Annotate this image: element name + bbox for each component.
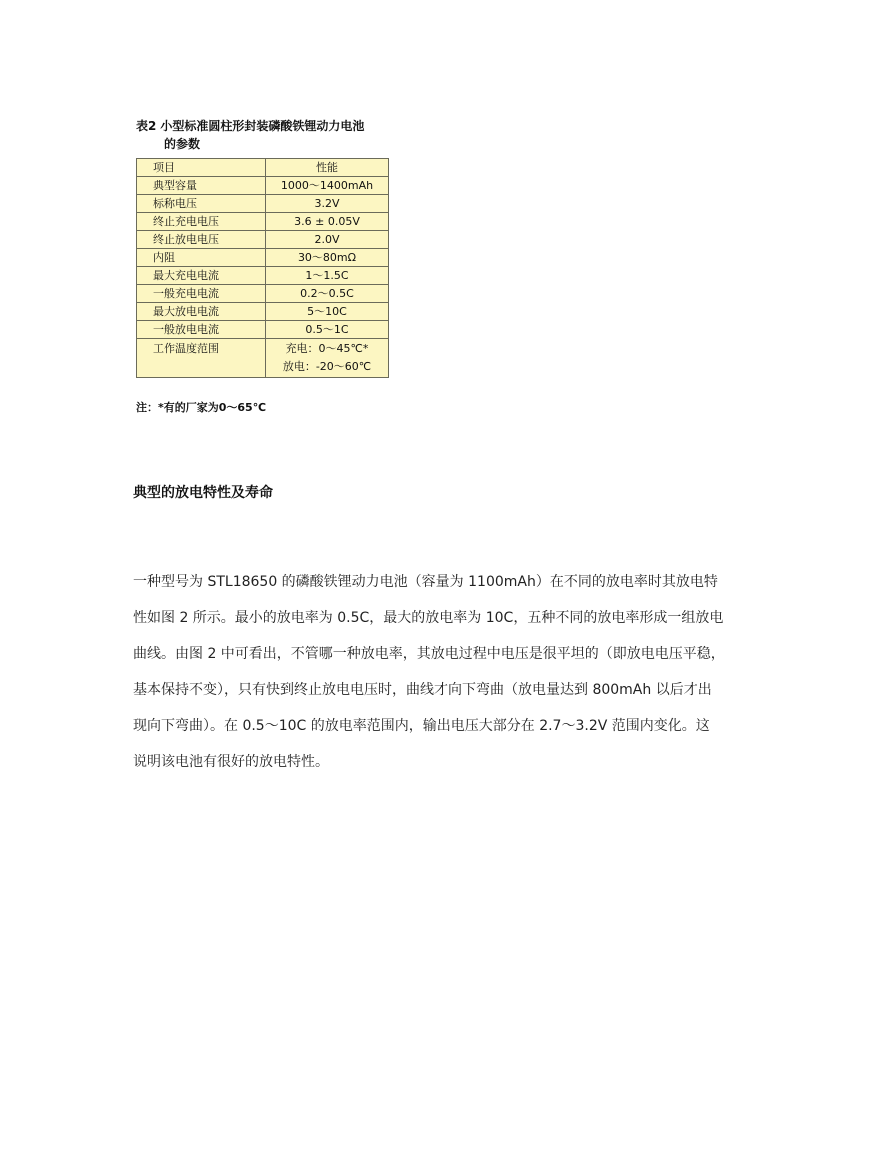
section-heading: 典型的放电特性及寿命 [133, 485, 273, 501]
row-value: 0.2～0.5C [266, 285, 389, 303]
table-row [137, 267, 389, 285]
row-item: 一般充电电流 [137, 285, 266, 303]
table-caption [136, 117, 406, 153]
row-value: 3.2V [266, 195, 389, 213]
parameter-table [136, 158, 389, 378]
row-item: 最大充电电流 [137, 267, 266, 285]
table-row [137, 213, 389, 231]
table-row-temperature [137, 339, 389, 378]
row-value: 1000～1400mAh [266, 177, 389, 195]
table-row [137, 177, 389, 195]
paragraph-line: 现向下弯曲）。在 0.5～10C 的放电率范围内，输出电压大部分在 2.7～3.2V 范围内变化。这 [133, 718, 710, 734]
header-value: 性能 [266, 159, 389, 177]
row-item: 典型容量 [137, 177, 266, 195]
row-item: 标称电压 [137, 195, 266, 213]
paragraph-line: 一种型号为 STL18650 的磷酸铁锂动力电池（容量为 1100mAh）在不同的放电率时其放电特 [133, 574, 718, 590]
row-value: 2.0V [266, 231, 389, 249]
paragraph-line: 性如图 2 所示。最小的放电率为 0.5C，最大的放电率为 10C，五种不同的放电率形成一组放电 [133, 610, 724, 626]
table-row [137, 231, 389, 249]
table-row [137, 321, 389, 339]
row-value: 1～1.5C [266, 267, 389, 285]
table-row [137, 195, 389, 213]
table-row [137, 285, 389, 303]
row-value: 0.5～1C [266, 321, 389, 339]
row-item: 终止放电电压 [137, 231, 266, 249]
header-item: 项目 [137, 159, 266, 177]
row-value: 30～80mΩ [266, 249, 389, 267]
table-caption-line1: 小型标准圆柱形封装磷酸铁锂动力电池 [160, 119, 365, 133]
paragraph-line: 说明该电池有很好的放电特性。 [133, 754, 329, 770]
row-item: 一般放电电流 [137, 321, 266, 339]
paragraph-line: 基本保持不变），只有快到终止放电电压时，曲线才向下弯曲（放电量达到 800mAh 以后才出 [133, 682, 712, 698]
row-item: 工作温度范围 [137, 339, 266, 378]
table-caption-number: 表2 [136, 119, 157, 133]
row-value-temperature [266, 339, 389, 378]
table-row [137, 249, 389, 267]
table-header-row [137, 159, 389, 177]
row-item: 最大放电电流 [137, 303, 266, 321]
table-row [137, 303, 389, 321]
body-paragraph [133, 568, 773, 784]
temp-charge: 充电：0～45℃* [285, 342, 369, 355]
row-value: 3.6 ± 0.05V [266, 213, 389, 231]
row-item: 内阻 [137, 249, 266, 267]
table-caption-line2: 的参数 [164, 137, 201, 151]
temp-discharge: 放电：-20～60℃ [282, 360, 372, 373]
row-item: 终止充电电压 [137, 213, 266, 231]
row-value: 5～10C [266, 303, 389, 321]
paragraph-line: 曲线。由图 2 中可看出，不管哪一种放电率，其放电过程中电压是很平坦的（即放电电压平稳， [133, 646, 725, 662]
table-note: 注：*有的厂家为0～65℃ [136, 401, 267, 414]
